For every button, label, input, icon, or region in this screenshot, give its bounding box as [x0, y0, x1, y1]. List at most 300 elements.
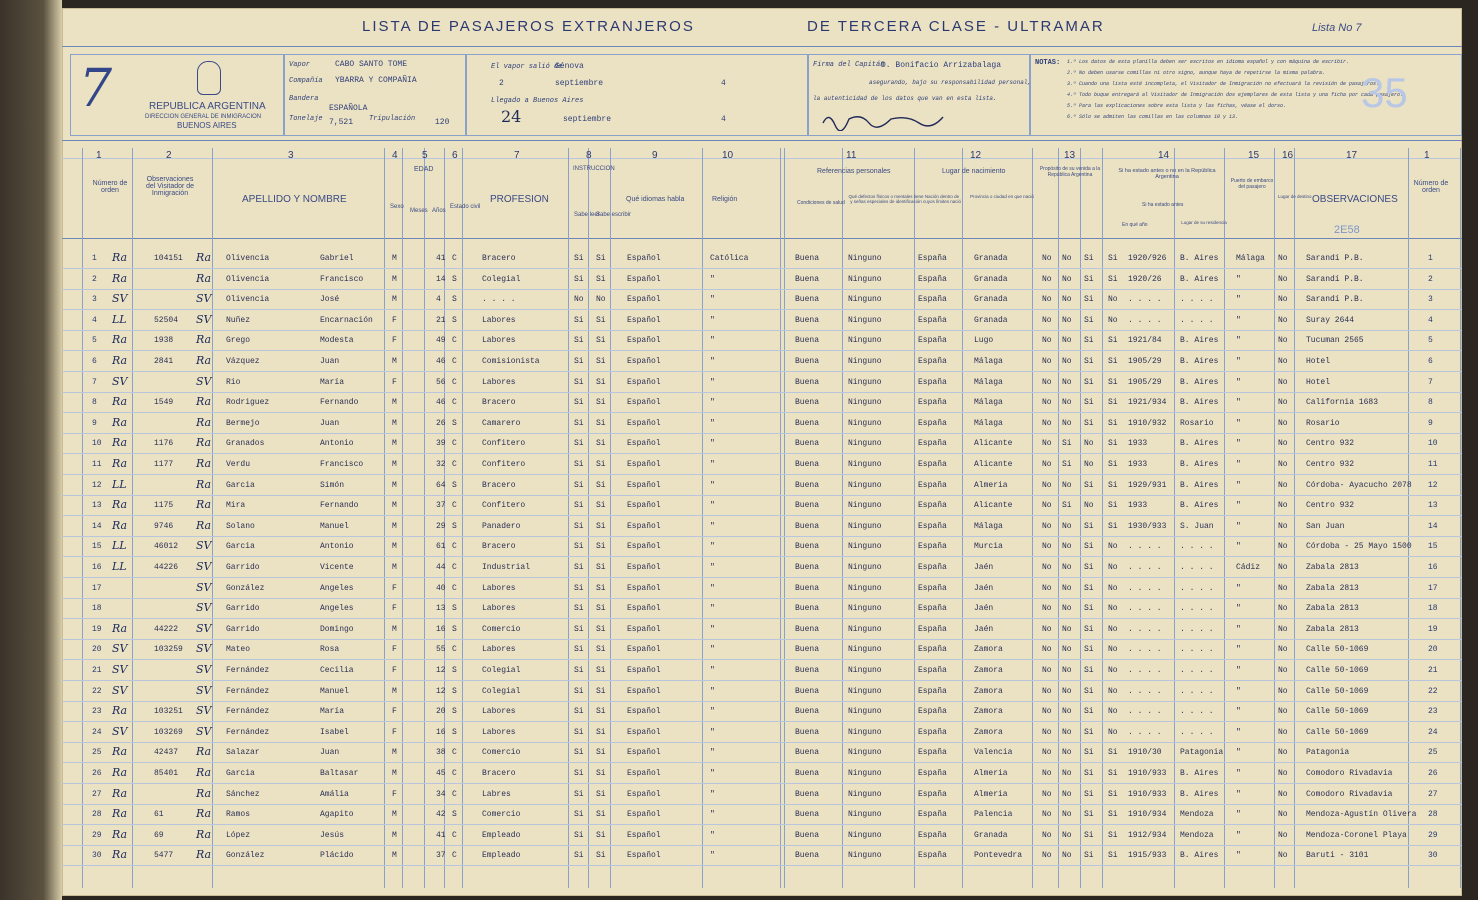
cell-mark2: Ra [196, 518, 212, 532]
tripulacion-label: Tripulación [369, 115, 416, 123]
llegado-year: 4 [721, 115, 726, 124]
cell-prov: Zamora [974, 707, 1003, 717]
cell-defecto: Ninguno [848, 377, 882, 387]
cell-dest: No [1278, 727, 1288, 737]
cell-prof: Comisionista [482, 357, 540, 366]
cell-edad: 49 [436, 336, 446, 346]
cell-esc: Si [596, 666, 606, 675]
row-rule [62, 742, 1462, 743]
cell-mark2: Ra [196, 786, 212, 800]
cell-puerto: " [1236, 810, 1241, 820]
cell-obs: Calle 50-1069 [1306, 727, 1369, 737]
cell-p1: No [1042, 666, 1052, 675]
cell-dest: No [1278, 460, 1288, 469]
cell-resid: B. Aires [1180, 789, 1219, 799]
cell-leer: Si [574, 583, 584, 593]
cell-civil: S [452, 480, 457, 490]
cell-vis: 104151 [154, 254, 183, 263]
cell-prof: Empleado [482, 851, 521, 861]
cell-antes: No [1108, 727, 1118, 737]
cell-p3: Si [1084, 563, 1094, 572]
cell-anio: . . . . [1128, 563, 1162, 572]
cell-anio: 1920/926 [1128, 254, 1167, 263]
cell-p3: Si [1084, 769, 1094, 778]
column-rule [82, 148, 83, 888]
cell-sexo: M [392, 686, 397, 696]
cell-nombre: Plácido [320, 851, 354, 861]
cell-mark2: Ra [196, 251, 212, 264]
cell-anio: 1910/933 [1128, 769, 1167, 778]
cell-n: 17 [92, 583, 102, 593]
column-rule [784, 148, 785, 888]
row-rule [62, 536, 1462, 537]
column-number: 1 [1424, 150, 1430, 161]
cell-prov: Jaén [974, 583, 994, 593]
cell-mark2: Ra [196, 807, 212, 821]
cell-sexo: F [392, 583, 397, 593]
cell-leer: Si [574, 542, 584, 552]
cell-defecto: Ninguno [848, 810, 882, 820]
cell-anio: . . . . [1128, 542, 1162, 552]
cell-p1: No [1042, 769, 1052, 778]
cell-mark2: Ra [196, 436, 212, 450]
col-header-estado-antes: Si ha estado antes o no en la República Argentina [1118, 168, 1216, 180]
cell-resid: . . . . [1180, 727, 1214, 737]
column-rule [1460, 148, 1461, 888]
cell-n: 23 [1428, 707, 1438, 717]
cell-puerto: " [1236, 851, 1241, 861]
cell-apellido: Rodriguez [226, 398, 270, 408]
cell-civil: S [452, 666, 457, 675]
cell-apellido: Fernández [226, 666, 270, 675]
cell-leer: Si [574, 769, 584, 778]
cell-defecto: Ninguno [848, 480, 882, 490]
cell-defecto: Ninguno [848, 439, 882, 449]
cell-anio: . . . . [1128, 583, 1162, 593]
cell-antes: No [1108, 707, 1118, 717]
cell-anio: . . . . [1128, 645, 1162, 655]
cell-prof: Bracero [482, 769, 516, 778]
cell-defecto: Ninguno [848, 357, 882, 366]
cell-n: 12 [92, 480, 102, 490]
cell-obs: Córdoba - 25 Mayo 1500 [1306, 542, 1412, 552]
cell-dest: No [1278, 645, 1288, 655]
cell-sexo: M [392, 851, 397, 861]
cell-relig: " [710, 563, 715, 572]
cell-p2: No [1062, 666, 1072, 675]
cell-antes: No [1108, 563, 1118, 572]
cell-edad: 40 [436, 583, 446, 593]
cell-relig: " [710, 810, 715, 820]
cell-p2: No [1062, 418, 1072, 428]
cell-resid: B. Aires [1180, 501, 1219, 511]
col-header-religion: Religión [712, 196, 738, 203]
llegado-label: Llegado a Buenos Aires [491, 97, 584, 105]
column-rule [1102, 148, 1103, 888]
column-rule [914, 148, 915, 888]
cell-sexo: F [392, 707, 397, 717]
vessel-box [284, 54, 466, 136]
cell-defecto: Ninguno [848, 707, 882, 717]
cell-n: 24 [1428, 727, 1438, 737]
cell-resid: B. Aires [1180, 274, 1219, 284]
cell-nacion: España [918, 727, 947, 737]
cell-prof: Bracero [482, 398, 516, 408]
cell-p2: No [1062, 604, 1072, 614]
cell-relig: " [710, 418, 715, 428]
cell-mark: LL [112, 560, 127, 573]
republic-name: REPUBLICA ARGENTINA [149, 101, 266, 112]
cell-obs: Mendoza-Agustín Olivera [1306, 810, 1417, 820]
cell-nombre: Simón [320, 480, 345, 490]
cell-defecto: Ninguno [848, 789, 882, 799]
cell-defecto: Ninguno [848, 851, 882, 861]
cell-apellido: Verdu [226, 460, 251, 469]
cell-prov: Alicante [974, 460, 1013, 469]
cell-resid: S. Juan [1180, 521, 1214, 531]
nota-6: 6.º Sólo se admiten las comillas en las columnas 10 y 13. [1067, 114, 1239, 120]
cell-p3: Si [1084, 521, 1094, 531]
cell-nombre: Baltasar [320, 769, 359, 778]
cell-p3: Si [1084, 336, 1094, 346]
cell-relig: " [710, 604, 715, 614]
cell-p1: No [1042, 727, 1052, 737]
cell-mark2: Ra [196, 498, 212, 512]
cell-dest: No [1278, 377, 1288, 387]
cell-p2: No [1062, 769, 1072, 778]
cell-antes: Si [1108, 254, 1118, 263]
cell-n: 7 [1428, 377, 1433, 387]
llegado-month: septiembre [563, 115, 612, 124]
cell-p1: No [1042, 604, 1052, 614]
cell-prov: Almeria [974, 789, 1008, 799]
cell-n: 25 [1428, 748, 1438, 758]
cell-p1: No [1042, 501, 1052, 511]
cell-idioma: Español [627, 398, 661, 408]
cell-leer: Si [574, 336, 584, 346]
cell-leer: Si [574, 604, 584, 614]
cell-defecto: Ninguno [848, 583, 882, 593]
cell-nacion: España [918, 501, 947, 511]
direccion: DIRECCION GENERAL DE INMIGRACION [145, 114, 262, 120]
cell-nacion: España [918, 851, 947, 861]
cell-n: 14 [1428, 521, 1438, 531]
cell-dest: No [1278, 563, 1288, 572]
cell-p3: Si [1084, 727, 1094, 737]
cell-relig: " [710, 542, 715, 552]
cell-prov: Lugo [974, 336, 994, 346]
cell-prof: Labores [482, 707, 516, 717]
row-rule [62, 721, 1462, 722]
cell-leer: Si [574, 460, 584, 469]
cell-nombre: Antonio [320, 439, 354, 449]
cell-idioma: Español [627, 624, 661, 634]
cell-prov: Zamora [974, 645, 1003, 655]
cell-n: 8 [92, 398, 97, 408]
cell-antes: Si [1108, 810, 1118, 820]
col-header-nacion: Nación dentro de cuyos límites nació [922, 194, 961, 204]
cell-civil: S [452, 295, 457, 305]
cell-salud: Buena [795, 727, 820, 737]
cell-anio: 1910/30 [1128, 748, 1162, 758]
cell-prov: Palencia [974, 810, 1013, 820]
column-rule [402, 148, 403, 888]
cell-mark: SV [112, 292, 128, 306]
voyage-box [466, 54, 808, 136]
cell-prov: Málaga [974, 521, 1003, 531]
cell-nacion: España [918, 336, 947, 346]
cell-nacion: España [918, 563, 947, 572]
row-rule [62, 865, 1462, 866]
cell-mark2: Ra [196, 848, 212, 862]
column-number: 7 [514, 150, 520, 161]
cell-idioma: Español [627, 357, 661, 366]
cell-prof: Comercio [482, 748, 521, 758]
cell-resid: . . . . [1180, 315, 1214, 325]
cell-relig: " [710, 336, 715, 346]
cell-prof: Colegial [482, 666, 521, 675]
cell-esc: Si [596, 707, 606, 717]
cell-defecto: Ninguno [848, 295, 882, 305]
col-header-lugar-nacimiento: Lugar de nacimiento [942, 168, 1006, 175]
cell-edad: 16 [436, 727, 446, 737]
cell-p1: No [1042, 418, 1052, 428]
cell-n: 27 [1428, 789, 1438, 799]
cell-leer: Si [574, 254, 584, 263]
cell-sexo: F [392, 377, 397, 387]
cell-nacion: España [918, 315, 947, 325]
cell-relig: " [710, 583, 715, 593]
cell-n: 29 [1428, 830, 1438, 840]
cell-resid: . . . . [1180, 624, 1214, 634]
cell-puerto: " [1236, 748, 1241, 758]
cell-sexo: M [392, 254, 397, 263]
cell-mark: Ra [112, 621, 128, 635]
cell-nacion: España [918, 604, 947, 614]
cell-p3: Si [1084, 295, 1094, 305]
cell-prof: Labores [482, 336, 516, 346]
col-header-apellido-nombre: APELLIDO Y NOMBRE [242, 194, 347, 205]
cell-nacion: España [918, 707, 947, 717]
cell-apellido: González [226, 851, 265, 861]
cell-defecto: Ninguno [848, 830, 882, 840]
cell-leer: Si [574, 748, 584, 758]
cell-mark: LL [112, 539, 127, 553]
cell-p2: No [1062, 542, 1072, 552]
cell-apellido: Olivencia [226, 254, 270, 263]
cell-p2: No [1062, 810, 1072, 820]
cell-leer: Si [574, 398, 584, 408]
cell-idioma: Español [627, 583, 661, 593]
cell-leer: Si [574, 501, 584, 511]
title-rule [62, 46, 1462, 47]
cell-dest: No [1278, 336, 1288, 346]
cell-salud: Buena [795, 542, 820, 552]
cell-apellido: Rio [226, 377, 241, 387]
cell-nombre: Amália [320, 789, 349, 799]
col-header-destino: Lugar de destino [1278, 194, 1312, 199]
cell-leer: Si [574, 521, 584, 531]
cell-idioma: Español [627, 542, 661, 552]
cell-edad: 12 [436, 686, 446, 696]
cell-sexo: M [392, 769, 397, 778]
cell-dest: No [1278, 357, 1288, 366]
cell-mark: Ra [112, 704, 128, 718]
cell-sexo: M [392, 357, 397, 366]
cell-nacion: España [918, 789, 947, 799]
cell-civil: S [452, 315, 457, 325]
column-rule [424, 148, 425, 888]
cell-idioma: Español [627, 336, 661, 346]
cell-civil: S [452, 727, 457, 737]
col-header-idiomas: Qué idiomas habla [626, 196, 685, 203]
cell-n: 10 [1428, 439, 1438, 449]
cell-p2: No [1062, 624, 1072, 634]
cell-apellido: Garrido [226, 624, 260, 634]
cell-prof: Bracero [482, 542, 516, 552]
bandera-label: Bandera [289, 95, 319, 103]
cell-esc: Si [596, 810, 606, 820]
cell-mark2: SV [196, 663, 212, 676]
cell-p3: Si [1084, 686, 1094, 696]
col-header-anio: En qué año [1122, 222, 1148, 228]
cell-p1: No [1042, 851, 1052, 861]
row-rule [62, 680, 1462, 681]
cell-n: 14 [92, 521, 102, 531]
cell-mark2: SV [196, 312, 212, 326]
nota-2: 2.º No deben usarse comillas ni otro signo, aunque haya de repetirse la misma palabra. [1067, 70, 1326, 76]
cell-mark: Ra [112, 436, 128, 450]
col-header-si-antes: Si ha estado antes [1142, 202, 1184, 208]
cell-p3: Si [1084, 645, 1094, 655]
cell-defecto: Ninguno [848, 645, 882, 655]
cell-nombre: Vicente [320, 563, 354, 572]
col-header-profesion: PROFESION [490, 194, 549, 205]
cell-mark: Ra [112, 745, 128, 759]
cell-nacion: España [918, 830, 947, 840]
cell-mark2: Ra [196, 766, 212, 779]
column-number: 1 [96, 150, 102, 161]
cell-edad: 41 [436, 830, 446, 840]
cell-salud: Buena [795, 315, 820, 325]
cell-mark: SV [112, 724, 128, 738]
cell-idioma: Español [627, 748, 661, 758]
cell-mark: SV [112, 374, 128, 388]
cell-leer: Si [574, 727, 584, 737]
cell-edad: 55 [436, 645, 446, 655]
cell-prov: Granada [974, 254, 1008, 263]
column-number: 10 [722, 150, 734, 161]
row-rule [62, 598, 1462, 599]
nota-1: 1.º Los datos de esta planilla deben ser escritos en idioma español y con máquina de escribir. [1067, 59, 1350, 65]
cell-nacion: España [918, 254, 947, 263]
cell-apellido: Nuñez [226, 315, 251, 325]
row-rule [62, 577, 1462, 578]
cell-puerto: " [1236, 789, 1241, 799]
cell-p3: Si [1084, 315, 1094, 325]
row-rule [62, 639, 1462, 640]
cell-relig: " [710, 624, 715, 634]
cell-vis: 103269 [154, 727, 183, 737]
cell-relig: " [710, 748, 715, 758]
cell-idioma: Español [627, 295, 661, 305]
cell-vis: 1938 [154, 336, 174, 346]
cell-edad: 26 [436, 418, 446, 428]
cell-puerto: " [1236, 480, 1241, 490]
cell-nombre: Francisco [320, 460, 364, 469]
cell-civil: C [452, 748, 457, 758]
cell-leer: Si [574, 830, 584, 840]
row-rule [62, 433, 1462, 434]
cell-n: 7 [92, 377, 97, 387]
cell-prof: Colegial [482, 274, 521, 284]
cell-dest: No [1278, 604, 1288, 614]
cell-puerto: " [1236, 295, 1241, 305]
cell-idioma: Español [627, 769, 661, 778]
col-header-numero-right: Número de orden [1413, 180, 1449, 194]
cell-relig: " [710, 830, 715, 840]
cell-relig: " [710, 460, 715, 469]
cell-p2: No [1062, 315, 1072, 325]
cell-civil: C [452, 439, 457, 449]
cell-n: 6 [92, 357, 97, 366]
cell-nacion: España [918, 521, 947, 531]
cell-nombre: Antonio [320, 542, 354, 552]
cell-obs: Patagonia [1306, 748, 1350, 758]
cell-dest: No [1278, 521, 1288, 531]
cell-nombre: Modesta [320, 336, 354, 346]
cell-relig: " [710, 501, 715, 511]
cell-p3: Si [1084, 707, 1094, 717]
cell-p2: Si [1062, 460, 1072, 469]
cell-n: 16 [92, 563, 102, 572]
cell-resid: . . . . [1180, 542, 1214, 552]
col-header-proposito: Propósito de su venida a la República Argentina [1039, 166, 1101, 178]
cell-defecto: Ninguno [848, 624, 882, 634]
cell-prov: Málaga [974, 377, 1003, 387]
cell-vis: 1175 [154, 501, 174, 511]
cell-p2: No [1062, 480, 1072, 490]
cell-esc: Si [596, 563, 606, 572]
cell-antes: Si [1108, 377, 1118, 387]
cell-n: 27 [92, 789, 102, 799]
column-number: 2 [166, 150, 172, 161]
cell-anio: 1933 [1128, 460, 1148, 469]
row-rule [62, 762, 1462, 763]
cell-n: 16 [1428, 563, 1438, 572]
cell-apellido: Olivencia [226, 274, 270, 284]
cell-puerto: " [1236, 521, 1241, 531]
cell-mark2: SV [196, 601, 212, 615]
cell-idioma: Español [627, 645, 661, 655]
cell-esc: Si [596, 542, 606, 552]
cell-antes: Si [1108, 460, 1118, 469]
cell-p3: Si [1084, 542, 1094, 552]
cell-civil: C [452, 460, 457, 469]
title-left: LISTA DE PASAJEROS EXTRANJEROS [362, 18, 695, 35]
table-top-rule [62, 140, 1462, 141]
cell-salud: Buena [795, 480, 820, 490]
cell-defecto: Ninguno [848, 521, 882, 531]
cell-esc: Si [596, 418, 606, 428]
cell-p3: Si [1084, 748, 1094, 758]
cell-obs: Zabala 2813 [1306, 583, 1359, 593]
cell-p1: No [1042, 377, 1052, 387]
cell-esc: Si [596, 315, 606, 325]
cell-puerto: " [1236, 274, 1241, 284]
cell-antes: Si [1108, 521, 1118, 531]
row-rule [62, 392, 1462, 393]
